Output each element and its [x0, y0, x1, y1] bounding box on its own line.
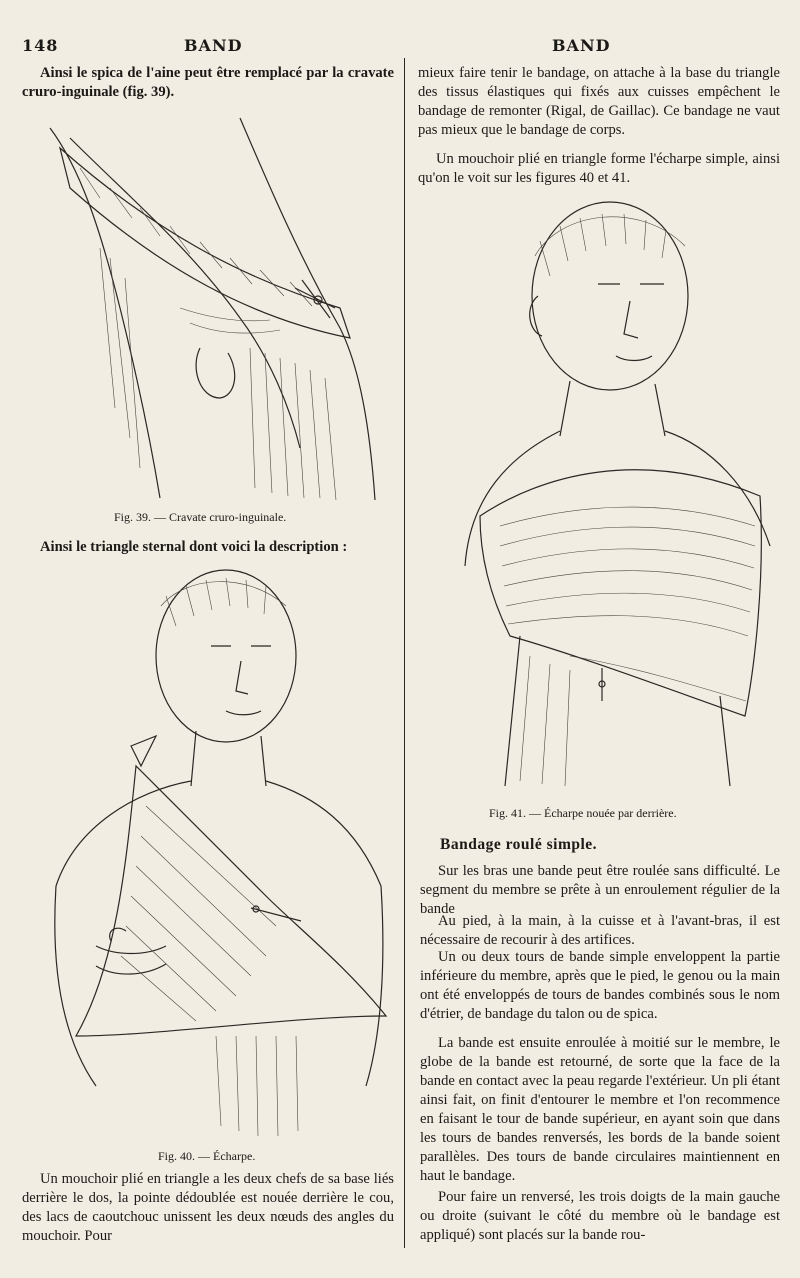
figure-40-caption: Fig. 40. — Écharpe.: [158, 1149, 256, 1163]
paragraph-5: Pour faire un renversé, les trois doigts de la main gauche ou droite (suivant le côté du membre où le bandage est appliqué) sont placés sur la bande rou-: [420, 1189, 780, 1243]
running-title-right: BAND: [552, 36, 611, 55]
paragraph-2: Au pied, à la main, à la cuisse et à l'avant-bras, il est nécessaire de recourir à des artifices.: [420, 913, 780, 948]
figure-39-illustration: [40, 108, 390, 504]
paragraph-3: Un ou deux tours de bande simple enveloppent la partie inférieure du membre, après que le pied, le genou ou la main ont été enveloppés de tours de bandes combinés sous le nom d'étrier, de bandage du talon ou de spica.: [420, 949, 780, 1022]
figure-40-illustration: [36, 566, 396, 1146]
paragraph-1: Sur les bras une bande peut être roulée sans difficulté. Le segment du membre se prête à un enroulement régulier de la bande: [420, 863, 780, 917]
figure-41-caption: Fig. 41. — Écharpe nouée par derrière.: [489, 806, 677, 820]
section-title: Bandage roulé simple.: [440, 836, 598, 853]
ecarpe-simple-paragraph: Un mouchoir plié en triangle forme l'écharpe simple, ainsi qu'on le voit sur les figures 40 et 41.: [418, 151, 780, 186]
figure-41-illustration: [420, 196, 780, 796]
mouchoir-base-paragraph: Un mouchoir plié en triangle a les deux chefs de sa base liés derrière le dos, la pointe dédoublée est nouée derrière le cou, des lacs de caoutchouc unissent les deux nœuds des angles du mouchoir. Pour: [22, 1171, 394, 1244]
column-divider: [404, 58, 405, 1248]
figure-39-caption: Fig. 39. — Cravate cruro-inguinale.: [114, 510, 287, 524]
right-continuation-paragraph: mieux faire tenir le bandage, on attache à la base du triangle des tissus élastiques qui fixés aux cuisses empêchent le bandage de remonter (Rigal, de Gaillac). Ce bandage ne vaut pas mieux que le bandage de corps.: [418, 65, 780, 138]
page-number: 148: [22, 36, 59, 55]
triangle-intro: Ainsi le triangle sternal dont voici la description :: [40, 539, 348, 555]
running-title-left: BAND: [184, 36, 243, 55]
intro-paragraph: Ainsi le spica de l'aine peut être remplacé par la cravate cruro-inguinale (fig. 39).: [22, 65, 394, 100]
paragraph-4: La bande est ensuite enroulée à moitié sur le membre, le globe de la bande est retourné, de sorte que la face de la bande en contact avec la peau regarde l'extérieur. Un pli étant ainsi fait, on finit d'entourer le membre et l'on recommence en faisant le tour de bande supérieur, en ayant soin que dans les tours de bandes renversés, les bords de la bande soient parallèles. Des tours de bande circulaires maintiennent en haut le bandage.: [420, 1035, 780, 1184]
